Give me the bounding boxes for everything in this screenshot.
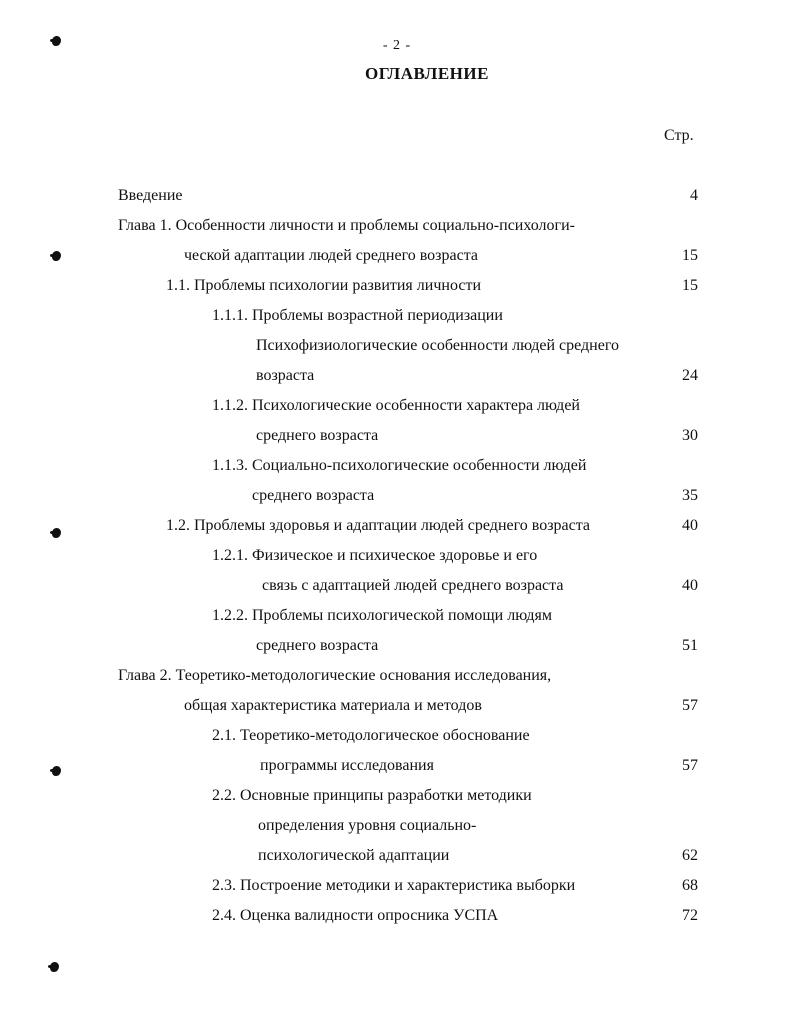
toc-entry-text: общая характеристика материала и методов (184, 697, 482, 714)
punch-hole-mark (52, 528, 61, 538)
toc-entry-page: 35 (682, 487, 698, 504)
toc-entry-text: 2.3. Построение методики и характеристика выборки (212, 877, 576, 894)
page-title: ОГЛАВЛЕНИЕ (365, 64, 489, 83)
toc-entry-page: 15 (682, 247, 698, 264)
toc-entry-text: Глава 1. Особенности личности и проблемы социально-психологи- (118, 217, 575, 234)
toc-entry-text: 1.2. Проблемы здоровья и адаптации людей среднего возраста (166, 517, 591, 534)
toc-entry-text: ческой адаптации людей среднего возраста (184, 247, 478, 264)
toc-entry-page: 72 (682, 907, 698, 924)
toc-entry-page: 30 (682, 427, 698, 444)
toc-entry-page: 51 (682, 637, 698, 654)
toc-entry-page: 57 (682, 697, 698, 714)
toc-entry-text: связь с адаптацией людей среднего возраста (262, 577, 564, 594)
toc-entry-text: определения уровня социально- (258, 817, 477, 834)
toc-entry-text: среднего возраста (252, 487, 375, 504)
page-number: - 2 - (382, 38, 412, 53)
toc-entry-text: Введение (118, 187, 183, 204)
toc-entry-text: психологической адаптации (258, 847, 450, 864)
toc-entry-page: 57 (682, 757, 698, 774)
toc-entry-text: возраста (256, 367, 315, 384)
toc-entry-text: 1.1.1. Проблемы возрастной периодизации (212, 307, 503, 324)
toc-entry-page: 15 (682, 277, 698, 294)
toc-entry-text: среднего возраста (256, 427, 379, 444)
punch-hole-mark (50, 962, 59, 972)
toc-entry-page: 62 (682, 847, 698, 864)
toc-entry-page: 4 (690, 187, 698, 204)
toc-entry-text: 1.2.2. Проблемы психологической помощи людям (212, 607, 552, 624)
toc-entry-text: 1.1. Проблемы психологии развития личности (166, 277, 481, 294)
punch-hole-mark (52, 766, 61, 776)
punch-hole-mark (52, 251, 61, 261)
page-column-label: Стр. (664, 127, 694, 144)
toc-entry-text: 2.4. Оценка валидности опросника УСПА (212, 907, 499, 924)
toc-entry-page: 68 (682, 877, 698, 894)
toc-entry-text: 1.1.3. Социально-психологические особенности людей (212, 457, 587, 474)
toc-entry-text: 2.1. Теоретико-методологическое обоснование (212, 727, 530, 744)
toc-entry-text: среднего возраста (256, 637, 379, 654)
toc-entry-text: Глава 2. Теоретико-методологические основания исследования, (118, 667, 552, 684)
toc-entry-text: 1.1.2. Психологические особенности характера людей (212, 397, 580, 414)
toc-entry-text: 1.2.1. Физическое и психическое здоровье и его (212, 547, 538, 564)
toc-entry-text: Психофизиологические особенности людей среднего (256, 337, 620, 354)
toc-entry-page: 24 (682, 367, 698, 384)
toc-entry-text: 2.2. Основные принципы разработки методики (212, 787, 532, 804)
toc-entry-page: 40 (682, 517, 698, 534)
toc-entry-page: 40 (682, 577, 698, 594)
toc-entry-text: программы исследования (260, 757, 434, 774)
